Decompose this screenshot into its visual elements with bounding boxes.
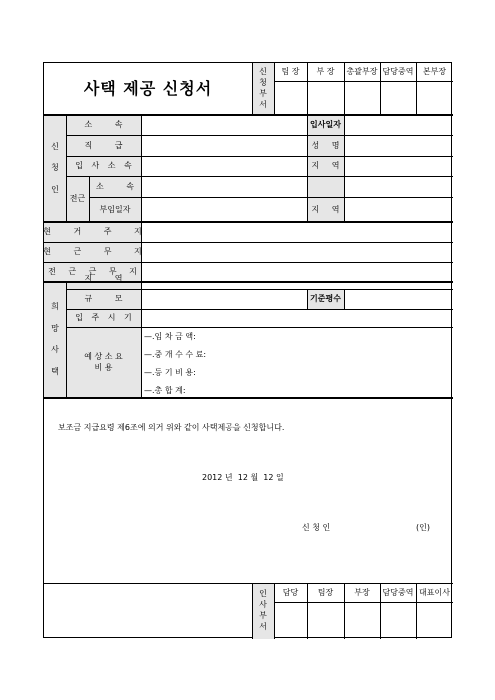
label-prev-post: 전근	[69, 194, 86, 203]
approval-top-sign-box-5[interactable]	[416, 81, 453, 115]
date-month[interactable]: 12	[237, 473, 248, 482]
current-address-input[interactable]	[141, 222, 453, 242]
label-assign-date: 부임일자	[99, 204, 131, 214]
label-standard-area: 기준평수	[310, 294, 341, 303]
standard-area-input[interactable]	[344, 289, 453, 309]
name-input[interactable]	[344, 135, 453, 156]
approval-top-col-dept-head: 부 장	[316, 67, 335, 76]
label-region-2: 지 역	[311, 204, 345, 214]
label-region-1: 지 역	[311, 161, 345, 170]
approval-bottom-col-team-leader: 팀장	[317, 587, 334, 597]
move-in-input[interactable]	[141, 309, 453, 327]
approval-bottom-side-label: 인 사 부 서	[259, 589, 267, 631]
approval-bottom-sign-box-2[interactable]	[307, 602, 344, 639]
date-day[interactable]: 12	[263, 473, 274, 482]
approval-top-sign-box-3[interactable]	[344, 81, 380, 115]
label-move-in: 입 주 시 기	[75, 313, 135, 322]
date-year[interactable]: 2012	[202, 473, 223, 482]
expected-cost-input[interactable]	[224, 327, 453, 398]
desired-side-label: 희 망 사 택	[51, 302, 59, 376]
label-current-work: 현 근 무 지	[43, 247, 152, 256]
label-position: 직 급	[84, 140, 133, 150]
application-date: 2012 년 12 월 12 일	[202, 473, 284, 482]
approval-top-col-team-leader: 팀 장	[281, 67, 300, 76]
seal-mark[interactable]: (인)	[416, 523, 430, 532]
cost-brokerage-fee: —.중 개 수 수 료:	[144, 350, 207, 359]
cost-rent-deposit: —.임 차 금 액:	[144, 332, 196, 341]
label-affiliation: 소 속	[84, 120, 133, 129]
label-current-address: 현 거 주 지	[43, 227, 152, 236]
applicant-side-label: 신 청 인	[51, 141, 59, 194]
signer-label: 신 청 인	[302, 523, 331, 532]
cost-registration: —.등 기 비 용:	[144, 368, 196, 377]
affiliation-input[interactable]	[141, 115, 307, 135]
approval-bottom-col-executive: 담당중역	[382, 587, 414, 597]
assign-date-input[interactable]	[141, 197, 307, 222]
approval-top-col-general-manager: 총괄부장	[346, 67, 378, 76]
statement-text: 보조금 지급요령 제6조에 의거 위와 같이 사택제공을 신청합니다.	[58, 423, 285, 432]
approval-bottom-sign-box-4[interactable]	[380, 602, 416, 639]
approval-top-sign-box-4[interactable]	[380, 81, 416, 115]
label-join-affiliation: 입 사 소 속	[75, 161, 135, 170]
approval-top-sign-box-1[interactable]	[274, 81, 307, 115]
join-date-input[interactable]	[344, 115, 453, 135]
label-desired-region: 지 역	[84, 274, 133, 283]
prev-affiliation-input[interactable]	[141, 176, 453, 197]
label-expected-cost: 예 상 소 요 비 용	[84, 351, 123, 372]
join-affiliation-input[interactable]	[141, 156, 307, 176]
region-1-input[interactable]	[344, 156, 453, 176]
scale-input[interactable]	[141, 289, 307, 309]
position-input[interactable]	[141, 135, 307, 156]
region-2-input[interactable]	[344, 197, 453, 222]
label-join-date: 입사일자	[310, 120, 341, 129]
approval-top-sign-box-2[interactable]	[307, 81, 344, 115]
approval-top-side-label: 신 청 부 서	[259, 67, 267, 109]
label-name: 성 명	[311, 140, 345, 150]
desired-region-input[interactable]	[141, 269, 453, 289]
approval-bottom-col-dept-head: 부장	[354, 587, 370, 597]
approval-bottom-sign-box-1[interactable]	[274, 602, 307, 639]
current-work-input[interactable]	[141, 242, 453, 262]
approval-bottom-col-ceo: 대표이사	[419, 587, 450, 597]
label-scale: 규 모	[84, 294, 133, 303]
application-form	[43, 62, 452, 638]
form-title: 사택 제공 신청서	[83, 79, 213, 98]
label-prev-affiliation: 소 속	[96, 181, 144, 191]
approval-top-col-executive: 담당중역	[382, 67, 414, 76]
approval-bottom-sign-box-5[interactable]	[416, 602, 453, 639]
approval-top-col-division-head: 본부장	[422, 67, 447, 76]
cost-total: —.총 합 계:	[144, 386, 186, 395]
label-transfer-work: 전 근 근 무 지	[48, 267, 142, 276]
approval-bottom-sign-box-3[interactable]	[344, 602, 380, 639]
approval-bottom-col-staff: 담당	[282, 587, 299, 597]
